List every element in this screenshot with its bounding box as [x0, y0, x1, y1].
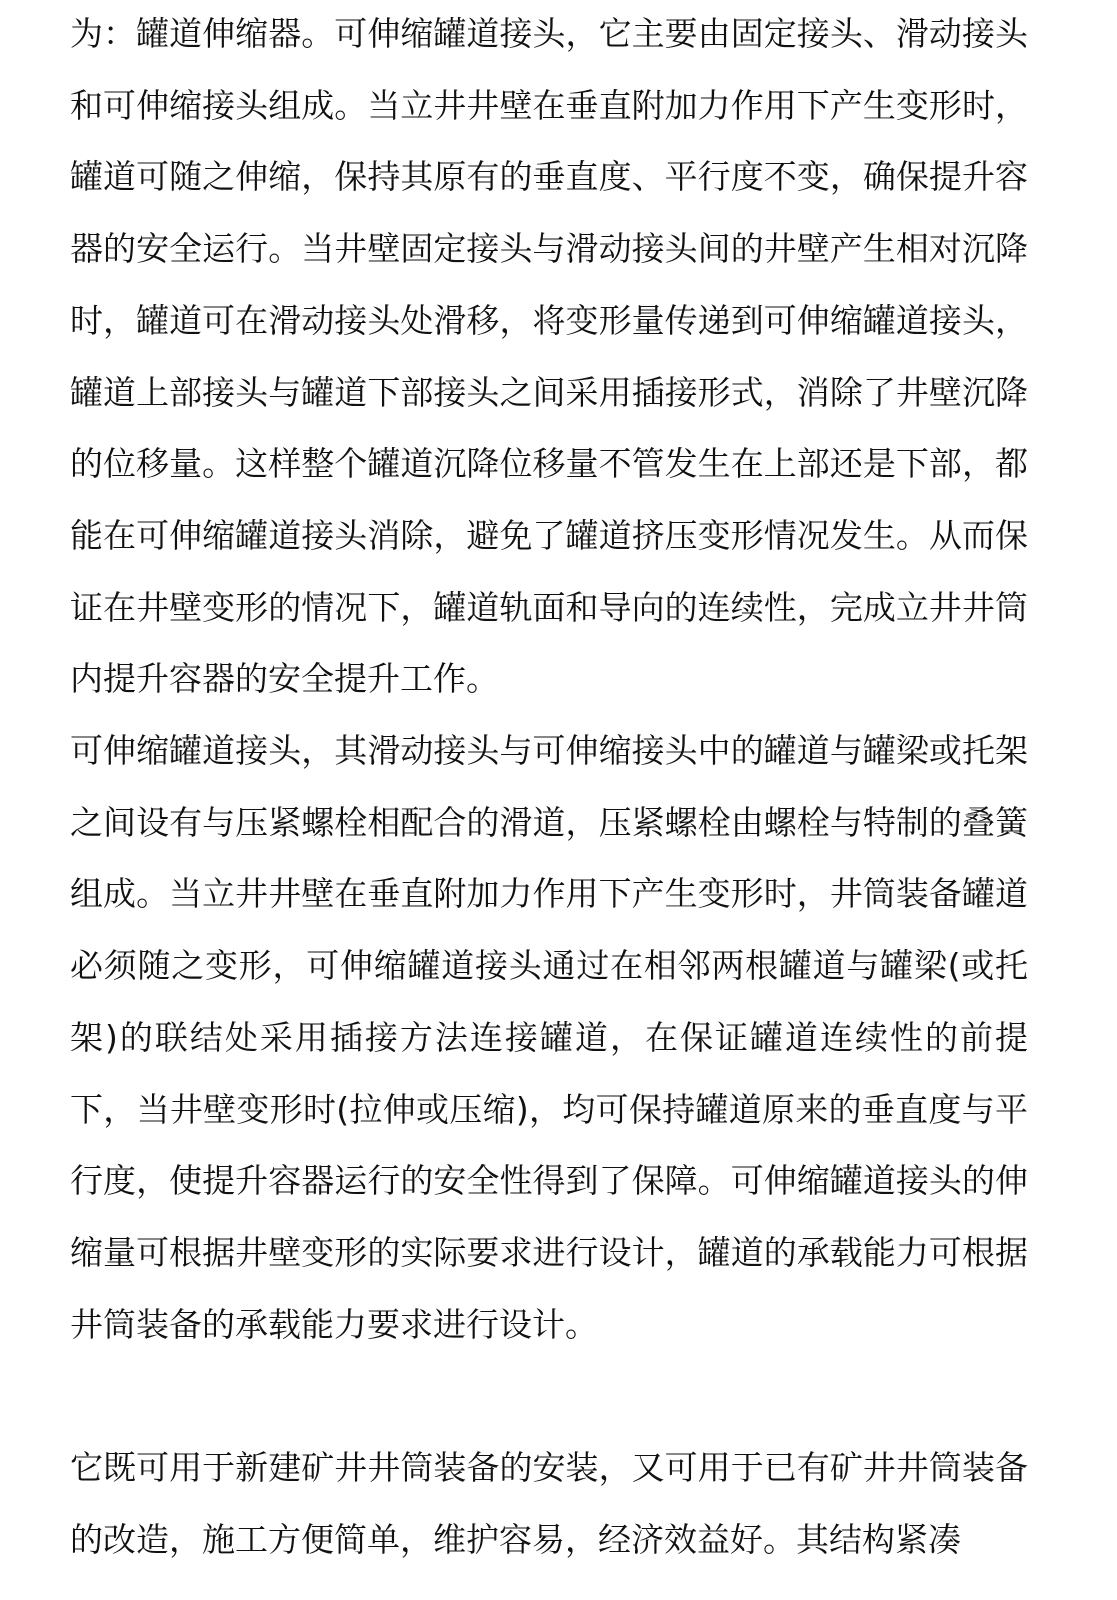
paragraph-spacer [70, 1360, 1028, 1432]
paragraph-2: 可伸缩罐道接头，其滑动接头与可伸缩接头中的罐道与罐梁或托架之间设有与压紧螺栓相配合的滑道，压紧螺栓由螺栓与特制的叠簧组成。当立井井壁在垂直附加力作用下产生变形时，井筒装备罐道必须随之变形，可伸缩罐道接头通过在相邻两根罐道与罐梁(或托架)的联结处采用插接方法连接罐道，在保证罐道连续性的前提下，当井壁变形时(拉伸或压缩)，均可保持罐道原来的垂直度与平行度，使提升容器运行的安全性得到了保障。可伸缩罐道接头的伸缩量可根据井壁变形的实际要求进行设计，罐道的承载能力可根据井筒装备的承载能力要求进行设计。 [70, 731, 1028, 1344]
paragraph-1: 为：罐道伸缩器。可伸缩罐道接头，它主要由固定接头、滑动接头和可伸缩接头组成。当立井井壁在垂直附加力作用下产生变形时，罐道可随之伸缩，保持其原有的垂直度、平行度不变，确保提升容器的安全运行。当井壁固定接头与滑动接头间的井壁产生相对沉降时，罐道可在滑动接头处滑移，将变形量传递到可伸缩罐道接头，罐道上部接头与罐道下部接头之间采用插接形式，消除了井壁沉降的位移量。这样整个罐道沉降位移量不管发生在上部还是下部，都能在可伸缩罐道接头消除，避免了罐道挤压变形情况发生。从而保证在井壁变形的情况下，罐道轨面和导向的连续性，完成立井井筒内提升容器的安全提升工作。 [70, 14, 1028, 699]
paragraph-3: 它既可用于新建矿井井筒装备的安装，又可用于已有矿井井筒装备的改造，施工方便简单，维护容易，经济效益好。其结构紧凑 [70, 1448, 1028, 1560]
document-page [70, 0, 1028, 1576]
